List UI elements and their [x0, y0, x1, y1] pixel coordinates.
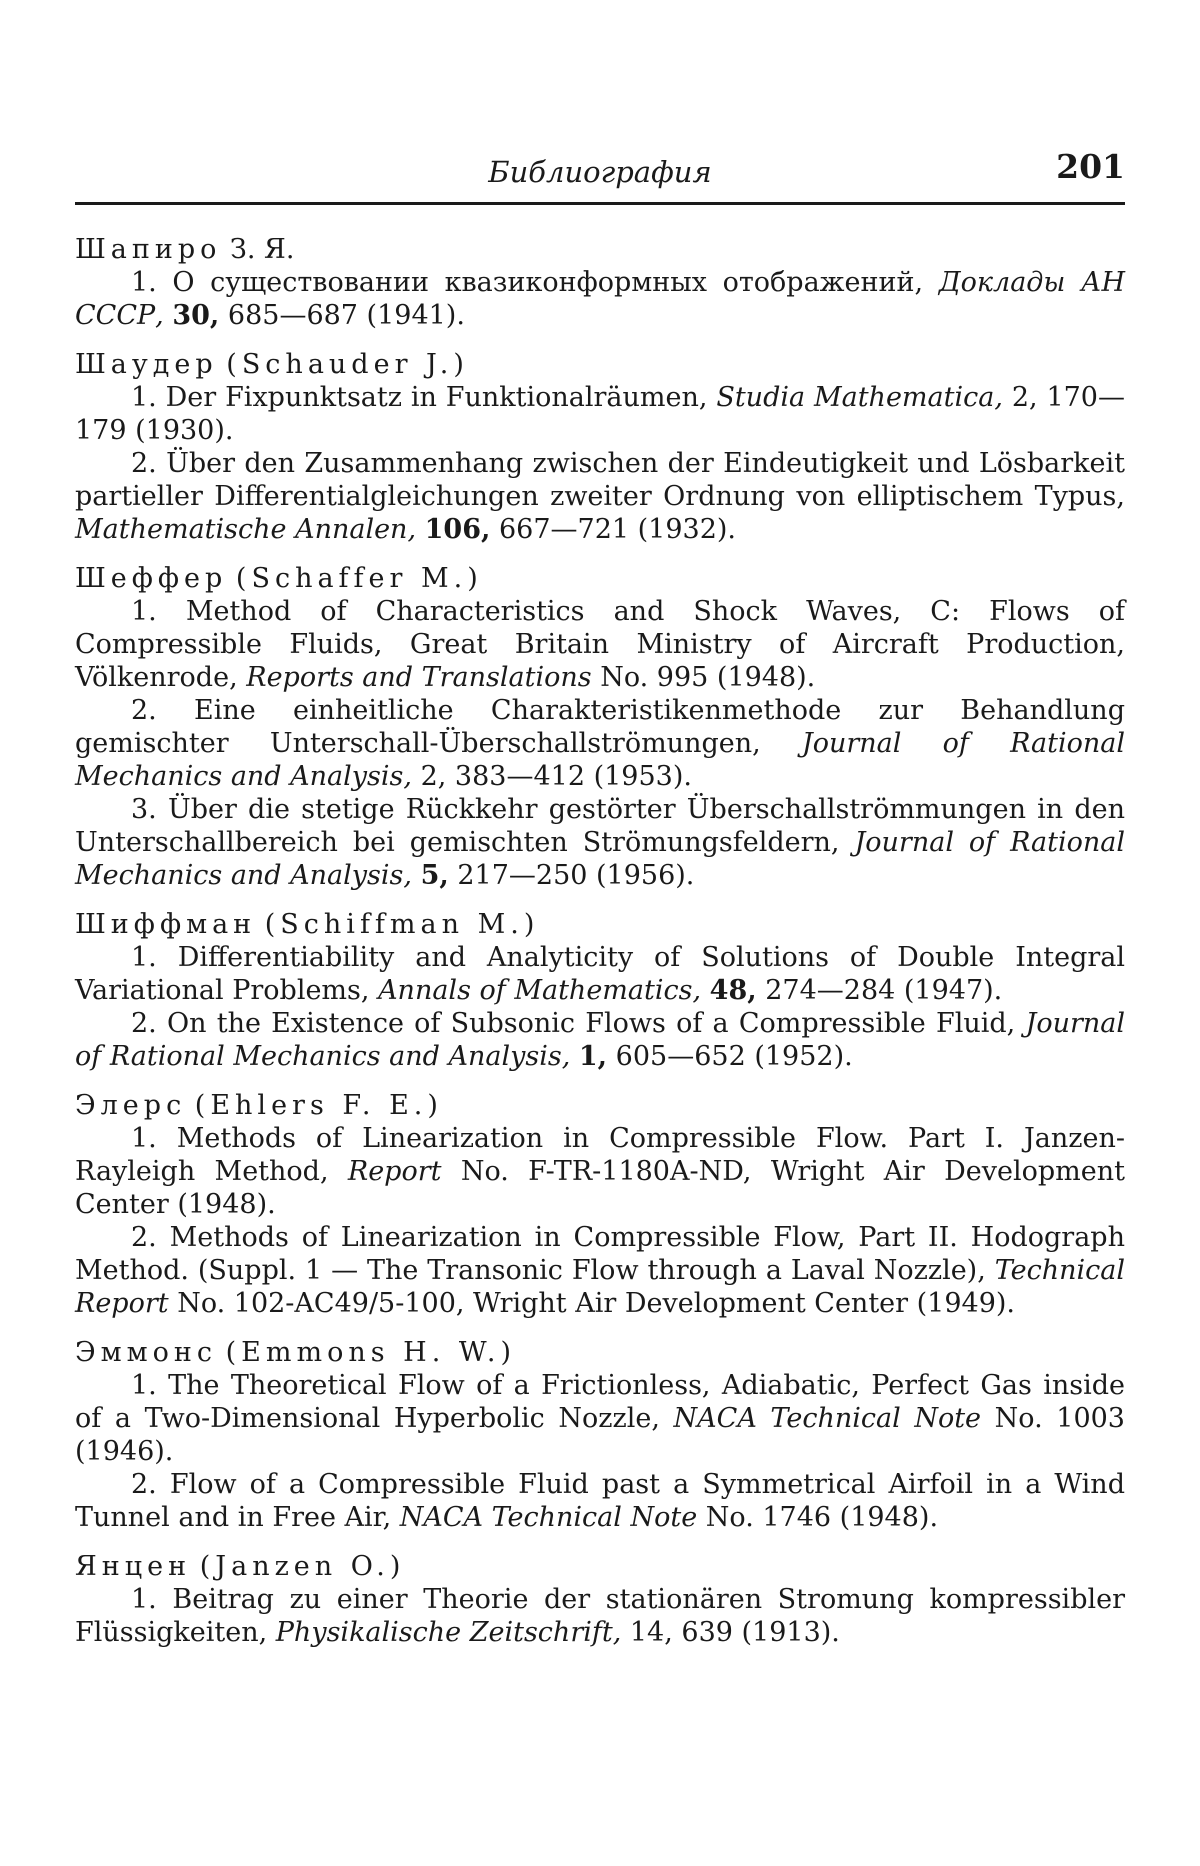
reference-journal: Reports and Translations	[246, 662, 592, 693]
reference-title: Eine einheitliche Charakteristikenmethode zur Behandlung gemischter Unterschall-Überschallströmungen,	[75, 695, 1125, 759]
reference-item	[75, 381, 1125, 447]
reference-number: 2.	[131, 695, 157, 726]
reference-details: No. 1003 (1946).	[75, 1403, 1125, 1467]
author-heading	[75, 1089, 1125, 1122]
author-initials: З. Я.	[230, 234, 295, 265]
reference-item	[75, 595, 1125, 694]
bibliography-entry	[75, 1550, 1125, 1649]
reference-number: 1.	[131, 942, 157, 973]
reference-journal: Journal of Rational Mechanics and Analysis,	[75, 827, 1125, 891]
author-latin-name: (Emmons H. W.)	[225, 1337, 517, 1368]
running-header	[75, 147, 1125, 202]
reference-volume: 30,	[172, 300, 220, 331]
reference-title: Der Fixpunktsatz in Funktionalräumen,	[165, 382, 708, 413]
reference-number: 1.	[131, 1370, 157, 1401]
author-latin-name: (Schaffer M.)	[235, 563, 483, 594]
reference-title: The Theoretical Flow of a Frictionless, Adiabatic, Perfect Gas inside of a Two-Dimensional Hyperbolic Nozzle,	[75, 1370, 1125, 1434]
header-rule	[75, 202, 1125, 205]
reference-item	[75, 941, 1125, 1007]
reference-number: 1.	[131, 382, 157, 413]
author-name: Шиффман	[75, 909, 257, 940]
reference-title: Über den Zusammenhang zwischen der Eindeutigkeit und Lösbarkeit partieller Differentialgleichungen zweiter Ordnung von elliptischem Typus,	[75, 448, 1125, 512]
author-name: Шапиро	[75, 234, 222, 265]
reference-journal: Доклады АН СССР,	[75, 267, 1125, 331]
reference-volume: 1,	[578, 1041, 608, 1072]
reference-journal: NACA Technical Note	[399, 1502, 698, 1533]
reference-details: 667—721 (1932).	[499, 514, 737, 545]
reference-volume: 106,	[424, 514, 491, 545]
reference-item	[75, 1122, 1125, 1221]
bibliography-page	[75, 147, 1125, 1665]
reference-volume: 48,	[709, 975, 757, 1006]
page-number: 201	[1056, 147, 1125, 186]
reference-number: 2.	[131, 1008, 157, 1039]
reference-details: 685—687 (1941).	[227, 300, 465, 331]
author-heading	[75, 908, 1125, 941]
reference-item	[75, 793, 1125, 892]
author-name: Элерс	[75, 1090, 187, 1121]
reference-number: 1.	[131, 1123, 157, 1154]
reference-number: 2.	[131, 1469, 157, 1500]
author-latin-name: (Ehlers F. E.)	[194, 1090, 443, 1121]
reference-journal: Technical Report	[75, 1255, 1125, 1319]
bibliography-entry	[75, 562, 1125, 892]
author-heading	[75, 1550, 1125, 1583]
author-name: Шеффер	[75, 563, 228, 594]
reference-title: Methods of Linearization in Compressible Flow, Part II. Hodograph Method. (Suppl. 1 — The Transonic Flow through a Laval Nozzle),	[75, 1222, 1125, 1286]
reference-details: 217—250 (1956).	[457, 860, 695, 891]
author-heading	[75, 562, 1125, 595]
reference-journal: Journal of Rational Mechanics and Analysis,	[75, 728, 1125, 792]
reference-details: 2, 170—179 (1930).	[75, 382, 1125, 446]
reference-details: 2, 383—412 (1953).	[420, 761, 692, 792]
reference-title: Methods of Linearization in Compressible Flow. Part I. Janzen-Rayleigh Method,	[75, 1123, 1125, 1187]
reference-title: Flow of a Compressible Fluid past a Symmetrical Airfoil in a Wind Tunnel and in Free Air,	[75, 1469, 1125, 1533]
reference-title: Differentiability and Analyticity of Solutions of Double Integral Variational Problems,	[75, 942, 1125, 1006]
reference-number: 1.	[131, 267, 157, 298]
author-heading	[75, 348, 1125, 381]
reference-item	[75, 1468, 1125, 1534]
reference-details: 14, 639 (1913).	[629, 1617, 840, 1648]
author-latin-name: (Schauder J.)	[226, 349, 469, 380]
bibliography-entry	[75, 348, 1125, 546]
reference-details: No. F-TR-1180A-ND, Wright Air Development Center (1948).	[75, 1156, 1125, 1220]
reference-item	[75, 1007, 1125, 1073]
author-name: Эммонс	[75, 1337, 218, 1368]
reference-details: 605—652 (1952).	[615, 1041, 853, 1072]
reference-details: 274—284 (1947).	[765, 975, 1003, 1006]
reference-number: 3.	[131, 794, 157, 825]
reference-number: 2.	[131, 448, 157, 479]
reference-item	[75, 1221, 1125, 1320]
bibliography-entry	[75, 1089, 1125, 1320]
author-name: Янцен	[75, 1551, 192, 1582]
author-latin-name: (Schiffman M.)	[264, 909, 540, 940]
reference-title: On the Existence of Subsonic Flows of a Compressible Fluid,	[167, 1008, 1016, 1039]
reference-title: Über die stetige Rückkehr gestörter Überschallströmmungen in den Unterschallbereich bei gemischten Strömungsfeldern,	[75, 794, 1125, 858]
reference-journal: Report	[347, 1156, 442, 1187]
reference-item	[75, 266, 1125, 332]
bibliography-list	[75, 233, 1125, 1649]
reference-number: 1.	[131, 1584, 157, 1615]
reference-item	[75, 447, 1125, 546]
reference-item	[75, 694, 1125, 793]
author-heading	[75, 1336, 1125, 1369]
bibliography-entry	[75, 1336, 1125, 1534]
reference-details: No. 1746 (1948).	[705, 1502, 939, 1533]
reference-details: No. 102-AC49/5-100, Wright Air Development Center (1949).	[177, 1288, 1015, 1319]
reference-title: Beitrag zu einer Theorie der stationären Stromung kompressibler Flüssigkeiten,	[75, 1584, 1125, 1648]
author-heading	[75, 233, 1125, 266]
author-name: Шаудер	[75, 349, 218, 380]
reference-item	[75, 1369, 1125, 1468]
reference-journal: NACA Technical Note	[673, 1403, 982, 1434]
running-title: Библиография	[488, 155, 712, 189]
reference-journal: Studia Mathematica,	[716, 382, 1003, 413]
reference-details: No. 995 (1948).	[600, 662, 816, 693]
reference-number: 1.	[131, 596, 157, 627]
reference-title: О существовании квазиконформных отображений,	[172, 267, 924, 298]
reference-item	[75, 1583, 1125, 1649]
reference-journal: Physikalische Zeitschrift,	[275, 1617, 622, 1648]
author-latin-name: (Janzen O.)	[199, 1551, 406, 1582]
reference-journal: Annals of Mathematics,	[378, 975, 702, 1006]
reference-title: Method of Characteristics and Shock Waves, C: Flows of Compressible Fluids, Great Britain Ministry of Aircraft Production, Völkenrode,	[75, 596, 1125, 693]
bibliography-entry	[75, 908, 1125, 1073]
bibliography-entry	[75, 233, 1125, 332]
reference-journal: Mathematische Annalen,	[75, 514, 417, 545]
reference-journal: Journal of Rational Mechanics and Analysis,	[75, 1008, 1125, 1072]
reference-volume: 5,	[420, 860, 449, 891]
reference-number: 2.	[131, 1222, 157, 1253]
